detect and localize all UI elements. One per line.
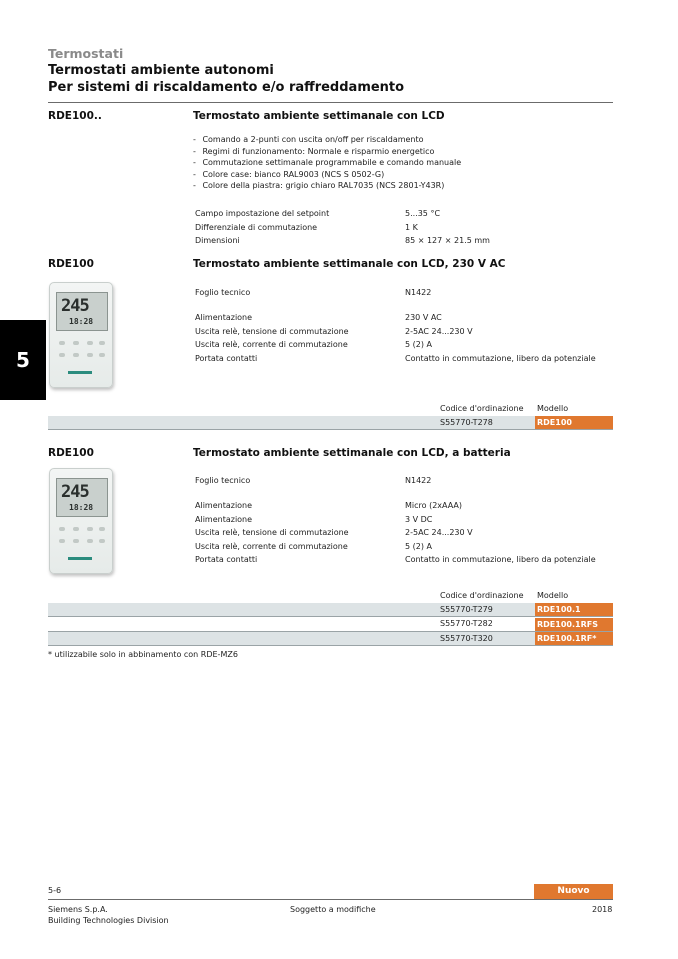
spec-key: Uscita relè, tensione di commutazione [195, 528, 349, 537]
order-code-header: Codice d'ordinazione [440, 591, 524, 600]
feature-item: - Colore case: bianco RAL9003 (NCS S 0502-G) [193, 169, 461, 181]
brand-logo [68, 557, 92, 560]
product-heading: Termostato ambiente settimanale con LCD, a batteria [193, 447, 511, 459]
company-name: Siemens S.p.A. [48, 905, 108, 914]
order-code: S55770-T278 [440, 417, 493, 427]
footnote: * utilizzabile solo in abbinamento con RDE-MZ6 [48, 650, 238, 659]
new-product-badge: Nuovo prodotto [534, 884, 613, 899]
model-name: RDE100.1RF* [535, 632, 613, 645]
order-code: S55770-T282 [440, 619, 493, 628]
spec-row [195, 542, 615, 555]
spec-row [195, 313, 615, 326]
page-title: Termostati ambiente autonomi [48, 63, 274, 78]
spec-row [195, 236, 615, 249]
spec-row [195, 528, 615, 541]
spec-value: 2-5AC 24...230 V [405, 528, 473, 537]
order-row [48, 618, 613, 631]
company-division: Building Technologies Division [48, 916, 169, 925]
lcd-time: 18:28 [69, 503, 94, 512]
spec-value: N1422 [405, 476, 432, 485]
feature-item: - Regimi di funzionamento: Normale e risparmio energetico [193, 146, 461, 158]
spec-key: Foglio tecnico [195, 288, 251, 297]
spec-row [195, 354, 615, 367]
header-divider [48, 102, 613, 103]
spec-key: Portata contatti [195, 353, 258, 363]
thermostat-image [49, 282, 113, 388]
brand-logo [68, 371, 92, 374]
spec-row [195, 288, 615, 301]
spec-value: 5 (2) A [405, 541, 432, 551]
lcd-digits: 245 [61, 482, 89, 502]
spec-row [195, 476, 615, 489]
spec-row [195, 223, 615, 236]
spec-value: Contatto in commutazione, libero da potenziale [405, 353, 596, 363]
lcd-time: 18:28 [69, 317, 94, 326]
order-row [48, 632, 613, 645]
disclaimer: Soggetto a modifiche [290, 905, 376, 914]
spec-key: Differenziale di commutazione [195, 222, 318, 232]
spec-value: Contatto in commutazione, libero da potenziale [405, 555, 596, 564]
spec-value: 85 × 127 × 21.5 mm [405, 236, 490, 245]
product-code: RDE100 [48, 447, 94, 459]
spec-value: N1422 [405, 288, 432, 297]
model-name: RDE100 [535, 416, 613, 429]
footer-divider [48, 899, 613, 900]
spec-value: 230 V AC [405, 313, 442, 322]
spec-value: 5 (2) A [405, 340, 432, 349]
spec-key: Dimensioni [195, 236, 240, 245]
model-header: Modello [537, 404, 569, 413]
thermostat-image [49, 468, 113, 574]
model-name: RDE100.1 [535, 603, 613, 616]
product-code: RDE100.. [48, 110, 102, 122]
spec-key: Portata contatti [195, 555, 258, 564]
spec-value: 5...35 °C [405, 209, 441, 218]
spec-value: 2-5AC 24...230 V [405, 326, 473, 336]
spec-value: 1 K [405, 222, 418, 232]
order-row [48, 416, 613, 429]
spec-key: Foglio tecnico [195, 476, 251, 485]
category-label: Termostati [48, 46, 124, 61]
feature-item: - Colore della piastra: grigio chiaro RAL7035 (NCS 2801-Y43R) [193, 180, 461, 192]
spec-row [195, 555, 615, 568]
spec-value: 3 V DC [405, 514, 433, 524]
model-header: Modello [537, 591, 569, 600]
spec-key: Campo impostazione del setpoint [195, 209, 330, 218]
lcd-screen [56, 478, 108, 517]
product-heading: Termostato ambiente settimanale con LCD [193, 110, 445, 122]
spec-value: Micro (2xAAA) [405, 501, 463, 510]
spec-key: Uscita relè, tensione di commutazione [195, 326, 349, 336]
spec-key: Uscita relè, corrente di commutazione [195, 541, 348, 551]
spec-row [195, 515, 615, 528]
spec-key: Alimentazione [195, 514, 253, 524]
page-subtitle: Per sistemi di riscaldamento e/o raffreddamento [48, 80, 405, 95]
order-code-header: Codice d'ordinazione [440, 404, 524, 413]
order-row [48, 603, 613, 616]
product-heading: Termostato ambiente settimanale con LCD, 230 V AC [193, 258, 506, 270]
page-number: 5-6 [48, 886, 62, 895]
year: 2018 [592, 905, 613, 914]
spec-key: Alimentazione [195, 313, 253, 322]
feature-item: - Comando a 2-punti con uscita on/off per riscaldamento [193, 134, 461, 146]
spec-row [195, 501, 615, 514]
lcd-screen [56, 292, 108, 331]
spec-row [195, 327, 615, 340]
lcd-digits: 245 [61, 296, 89, 316]
spec-key: Uscita relè, corrente di commutazione [195, 340, 348, 349]
spec-row [195, 209, 615, 222]
spec-row [195, 340, 615, 353]
model-name: RDE100.1RFS [535, 618, 613, 631]
product-code: RDE100 [48, 258, 94, 270]
feature-list [193, 134, 461, 192]
chapter-tab[interactable]: 5 [0, 320, 46, 400]
order-code: S55770-T279 [440, 604, 493, 614]
spec-key: Alimentazione [195, 501, 253, 510]
feature-item: - Commutazione settimanale programmabile e comando manuale [193, 157, 461, 169]
order-code: S55770-T320 [440, 633, 493, 643]
